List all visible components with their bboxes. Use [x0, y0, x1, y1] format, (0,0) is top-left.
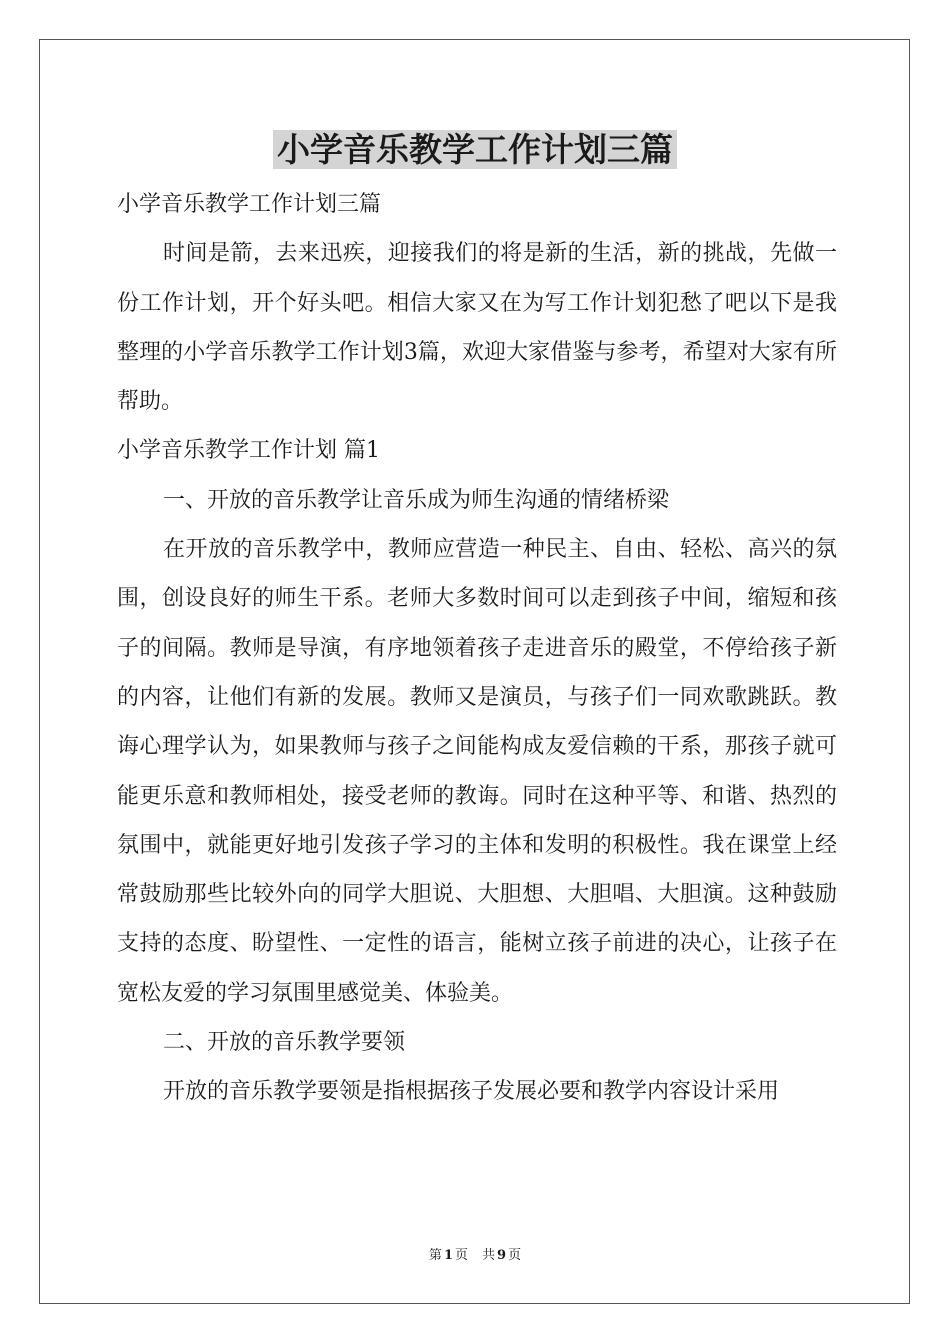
intro-paragraph: 时间是箭，去来迅疾，迎接我们的将是新的生活，新的挑战，先做一份工作计划，开个好头吧。相信大家又在为写工作计划犯愁了吧以下是我整理的小学音乐教学工作计划3篇，欢迎大家借鉴与参考，希望对大家有所帮助。 — [117, 241, 837, 415]
total-prefix: 共 — [482, 1248, 496, 1263]
section-body-2: 开放的音乐教学要领是指根据孩子发展必要和教学内容设计采用 — [163, 1079, 780, 1105]
page-footer — [0, 1246, 950, 1266]
page-prefix: 第 — [428, 1248, 442, 1263]
subtitle-paragraph: 小学音乐教学工作计划三篇 — [117, 192, 382, 217]
current-page-number: 1 — [443, 1248, 453, 1263]
section-heading-1: 一、开放的音乐教学让音乐成为师生沟通的情绪桥梁 — [163, 487, 670, 513]
document-body — [117, 180, 837, 1117]
section-heading-2: 二、开放的音乐教学要领 — [163, 1030, 406, 1056]
total-page-count: 9 — [497, 1248, 507, 1263]
part-heading: 小学音乐教学工作计划 篇1 — [117, 438, 380, 464]
page-unit: 页 — [454, 1248, 468, 1263]
document-title: 小学音乐教学工作计划三篇 — [0, 124, 950, 176]
section-body-1: 在开放的音乐教学中，教师应营造一种民主、自由、轻松、高兴的氛围，创设良好的师生干系。老师大多数时间可以走到孩子中间，缩短和孩子的间隔。教师是导演，有序地领着孩子走进音乐的殿堂，不停给孩子新的内容，让他们有新的发展。教师又是演员，与孩子们一同欢歌跳跃。教诲心理学认为，如果教师与孩子之间能构成友爱信赖的干系，那孩子就可能更乐意和教师相处，接受老师的教诲。同时在这种平等、和谐、热烈的氛围中，就能更好地引发孩子学习的主体和发明的积极性。我在课堂上经常鼓励那些比较外向的同学大胆说、大胆想、大胆唱、大胆演。这种鼓励支持的态度、盼望性、一定性的语言，能树立孩子前进的决心，让孩子在宽松友爱的学习氛围里感觉美、体验美。 — [117, 537, 837, 1006]
total-unit: 页 — [508, 1248, 522, 1263]
